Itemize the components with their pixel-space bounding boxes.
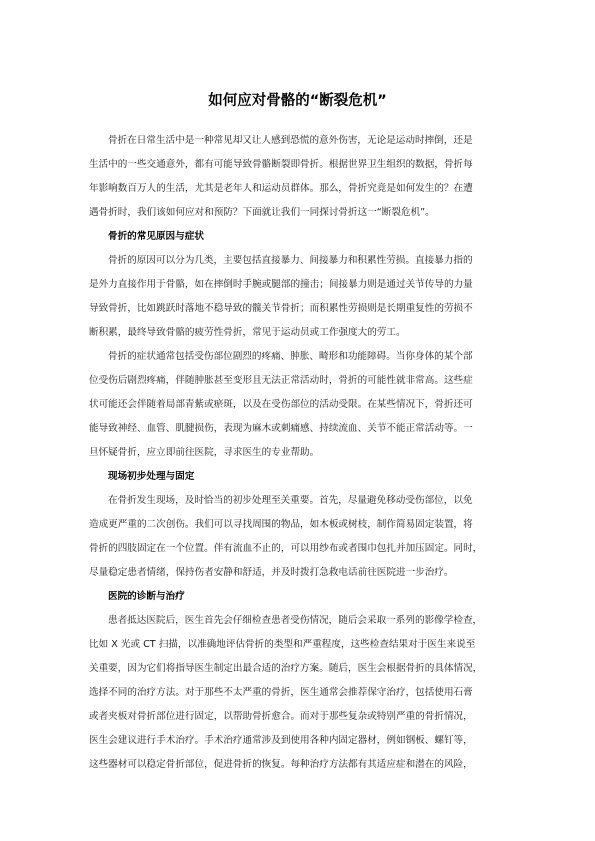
paragraph-line: 尽量稳定患者情绪，保持伤者安静和舒适，并及时拨打急救电话前往医院进一步治疗。: [89, 567, 454, 578]
paragraph-line: 位受伤后剧烈疼痛，伴随肿胀甚至变形且无法正常活动时，骨折的可能性就非常高。这些症: [89, 375, 473, 386]
section-heading: 现场初步处理与固定: [108, 471, 195, 482]
paragraph-line: 比如 X 光或 CT 扫描，以准确地评估骨折的类型和严重程度，这些检查结果对于医生来说至: [89, 639, 476, 650]
paragraph-line: 或者夹板对骨折部位进行固定，以帮助骨折愈合。而对于那些复杂或特别严重的骨折情况，: [89, 711, 473, 722]
intro-line: 生活中的一些交通意外，都有可能导致骨骼断裂即骨折。根据世界卫生组织的数据，骨折每: [89, 159, 473, 170]
intro-line: 年影响数百万人的生活，尤其是老年人和运动员群体。那么，骨折究竟是如何发生的？在遭: [89, 183, 473, 194]
paragraph-line: 这些器材可以稳定骨折部位，促进骨折的恢复。每种治疗方法都有其适应症和潜在的风险，: [89, 759, 473, 770]
paragraph-line: 患者抵达医院后，医生首先会仔细检查患者受伤情况，随后会采取一系列的影像学检查，: [108, 615, 483, 626]
paragraph-line: 造成更严重的二次创伤。我们可以寻找周围的物品，如木板或树枝，制作简易固定装置，将: [89, 519, 473, 530]
paragraph-line: 是外力直接作用于骨骼，如在摔倒时手腕或腿部的撞击；间接暴力则是通过关节传导的力量: [89, 279, 473, 290]
intro-line: 骨折在日常生活中是一种常见却又让人感到恐慌的意外伤害，无论是运动时摔倒，还是: [108, 135, 473, 146]
paragraph-line: 状可能还会伴随着局部青紫或瘀斑，以及在受伤部位的活动受限。在某些情况下，骨折还可: [89, 399, 473, 410]
section-heading: 骨折的常见原因与症状: [108, 231, 204, 242]
paragraph-line: 医生会建议进行手术治疗。手术治疗通常涉及到使用各种内固定器材，例如钢板、螺钉等，: [89, 735, 473, 746]
paragraph-line: 断积累，最终导致骨骼的疲劳性骨折，常见于运动员或工作强度大的劳工。: [89, 327, 406, 338]
paragraph-line: 旦怀疑骨折，应立即前往医院，寻求医生的专业帮助。: [89, 447, 320, 458]
paragraph-line: 骨折的症状通常包括受伤部位剧烈的疼痛、肿胀、畸形和功能障碍。当你身体的某个部: [108, 351, 473, 362]
paragraph-line: 能导致神经、血管、肌腱损伤，表现为麻木或刺痛感、持续流血、关节不能正常活动等。一: [89, 423, 473, 434]
document-title: 如何应对骨骼的“断裂危机”: [208, 93, 387, 109]
section-heading: 医院的诊断与治疗: [108, 591, 185, 602]
paragraph-line: 导致骨折，比如跳跃时落地不稳导致的髋关节骨折；而积累性劳损则是长期重复性的劳损不: [89, 303, 473, 314]
paragraph-line: 在骨折发生现场，及时恰当的初步处理至关重要。首先，尽量避免移动受伤部位，以免: [108, 495, 473, 506]
paragraph-line: 选择不同的治疗方法。对于那些不太严重的骨折，医生通常会推荐保守治疗，包括使用石膏: [89, 687, 473, 698]
paragraph-line: 骨折的四肢固定在一个位置。伴有流血不止的，可以用纱布或者围巾包扎并加压固定。同时，: [89, 543, 483, 554]
intro-line: 遇骨折时，我们该如何应对和预防？下面就让我们一同探讨骨折这一“断裂危机”。: [89, 207, 435, 218]
paragraph-line: 关重要，因为它们将指导医生制定出最合适的治疗方案。随后，医生会根据骨折的具体情况，: [89, 663, 483, 674]
paragraph-line: 骨折的原因可以分为几类，主要包括直接暴力、间接暴力和积累性劳损。直接暴力指的: [108, 255, 473, 266]
